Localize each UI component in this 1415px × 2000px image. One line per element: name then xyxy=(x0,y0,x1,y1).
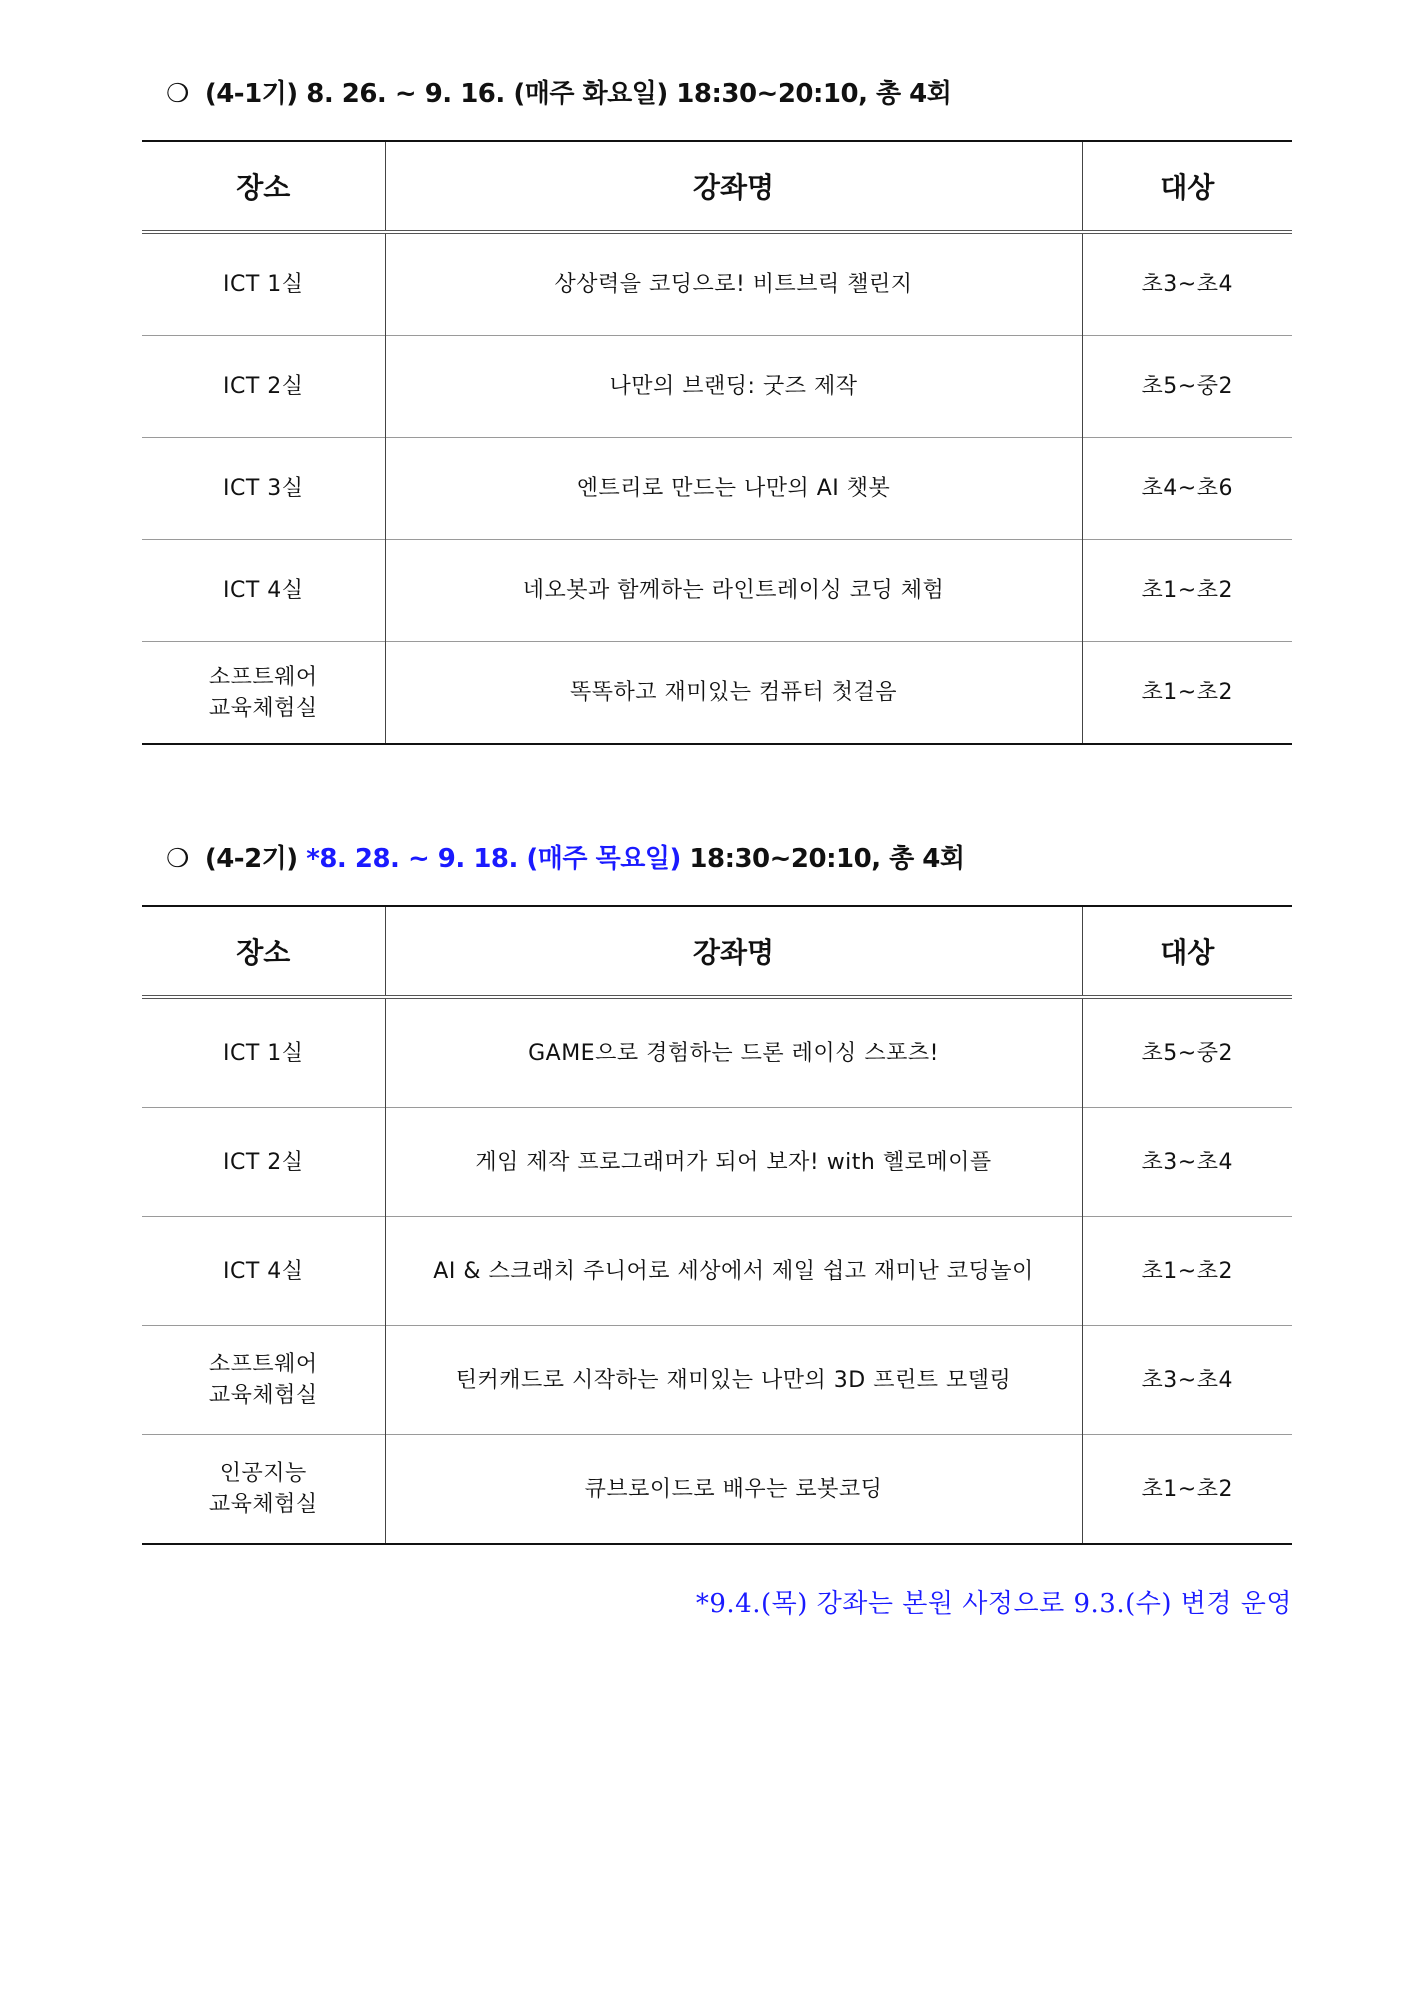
header-target: 대상 xyxy=(1082,906,1292,997)
cell-place xyxy=(142,1435,385,1545)
place-line: 교육체험실 xyxy=(208,1383,318,1408)
cell-target: 초3~초4 xyxy=(1082,1326,1292,1435)
cell-course: AI & 스크래치 주니어로 세상에서 제일 쉽고 재미난 코딩놀이 xyxy=(385,1217,1082,1326)
session-4-2 xyxy=(142,835,1292,1545)
cell-place xyxy=(142,1326,385,1435)
cell-place xyxy=(142,438,385,540)
cell-course: 똑똑하고 재미있는 컴퓨터 첫걸음 xyxy=(385,642,1082,745)
place-line: ICT 4실 xyxy=(222,1258,304,1284)
table-row xyxy=(142,1108,1292,1217)
cell-target: 초3~초4 xyxy=(1082,232,1292,336)
cell-place xyxy=(142,997,385,1108)
cell-course: 틴커캐드로 시작하는 재미있는 나만의 3D 프린트 모델링 xyxy=(385,1326,1082,1435)
table-row xyxy=(142,1326,1292,1435)
session-4-1 xyxy=(142,70,1292,745)
cell-target: 초5~중2 xyxy=(1082,997,1292,1108)
place-line: ICT 2실 xyxy=(222,1149,304,1175)
cell-target: 초1~초2 xyxy=(1082,1217,1292,1326)
table-row xyxy=(142,642,1292,745)
place-line: 교육체험실 xyxy=(208,1492,318,1517)
session-4-1-heading xyxy=(142,70,1292,118)
cell-course: 큐브로이드로 배우는 로봇코딩 xyxy=(385,1435,1082,1545)
header-target: 대상 xyxy=(1082,141,1292,232)
cell-course: 나만의 브랜딩: 굿즈 제작 xyxy=(385,336,1082,438)
session-schedule-highlight: *8. 28. ~ 9. 18. (매주 목요일) xyxy=(306,844,681,874)
cell-target: 초1~초2 xyxy=(1082,642,1292,745)
cell-course: 엔트리로 만드는 나만의 AI 챗봇 xyxy=(385,438,1082,540)
place-line: ICT 4실 xyxy=(222,578,304,603)
session-label: (4-1기) xyxy=(204,79,298,109)
schedule-change-note: *9.4.(목) 강좌는 본원 사정으로 9.3.(수) 변경 운영 xyxy=(695,1589,1292,1619)
place-line: 소프트웨어 xyxy=(208,664,318,690)
cell-place xyxy=(142,1108,385,1217)
cell-place xyxy=(142,1217,385,1326)
table-row xyxy=(142,540,1292,642)
course-table-4-2 xyxy=(142,905,1292,1545)
table-row xyxy=(142,1435,1292,1545)
place-line: 교육체험실 xyxy=(208,695,318,721)
header-course: 강좌명 xyxy=(385,906,1082,997)
table-row xyxy=(142,1217,1292,1326)
cell-target: 초4~초6 xyxy=(1082,438,1292,540)
cell-target: 초5~중2 xyxy=(1082,336,1292,438)
table-header-row xyxy=(142,906,1292,997)
table-header-row xyxy=(142,141,1292,232)
cell-target: 초1~초2 xyxy=(1082,540,1292,642)
header-course: 강좌명 xyxy=(385,141,1082,232)
cell-place xyxy=(142,540,385,642)
session-label: (4-2기) xyxy=(204,844,298,874)
table-row xyxy=(142,997,1292,1108)
place-line: ICT 1실 xyxy=(222,1040,304,1066)
session-schedule: 8. 26. ~ 9. 16. (매주 화요일) 18:30~20:10, 총 4회 xyxy=(306,79,952,109)
session-schedule: 18:30~20:10, 총 4회 xyxy=(689,844,965,874)
header-place: 장소 xyxy=(236,171,291,204)
table-row xyxy=(142,438,1292,540)
place-line: ICT 1실 xyxy=(222,272,304,297)
cell-target: 초3~초4 xyxy=(1082,1108,1292,1217)
cell-place xyxy=(142,232,385,336)
cell-course: 상상력을 코딩으로! 비트브릭 챌린지 xyxy=(385,232,1082,336)
circle-bullet-icon: ❍ xyxy=(166,844,189,874)
cell-course: 네오봇과 함께하는 라인트레이싱 코딩 체험 xyxy=(385,540,1082,642)
cell-place xyxy=(142,336,385,438)
place-line: 인공지능 xyxy=(219,1461,307,1486)
cell-target: 초1~초2 xyxy=(1082,1435,1292,1545)
cell-course: 게임 제작 프로그래머가 되어 보자! with 헬로메이플 xyxy=(385,1108,1082,1217)
circle-bullet-icon: ❍ xyxy=(166,79,189,109)
place-line: 소프트웨어 xyxy=(208,1352,318,1377)
place-line: ICT 3실 xyxy=(222,476,304,501)
cell-course: GAME으로 경험하는 드론 레이싱 스포츠! xyxy=(385,997,1082,1108)
place-line: ICT 2실 xyxy=(222,374,304,399)
course-table-4-1 xyxy=(142,140,1292,745)
cell-place xyxy=(142,642,385,745)
header-place: 장소 xyxy=(236,936,291,969)
table-row xyxy=(142,232,1292,336)
session-4-2-heading xyxy=(142,835,1292,883)
table-row xyxy=(142,336,1292,438)
